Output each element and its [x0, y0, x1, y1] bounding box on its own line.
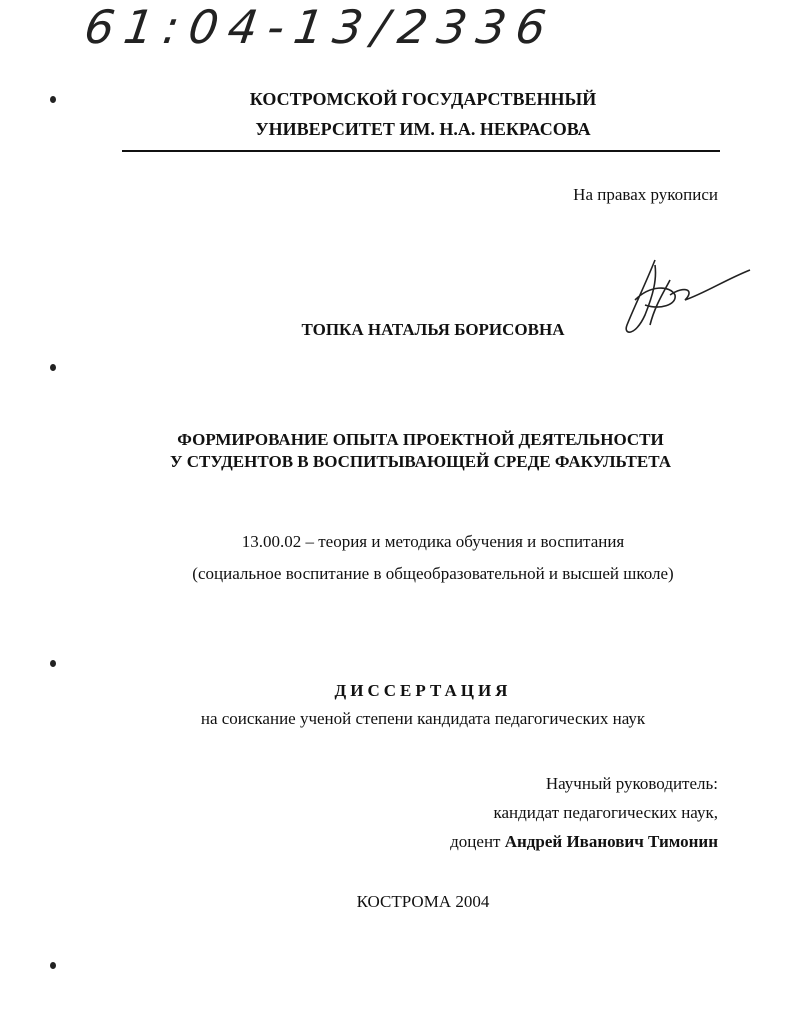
header-rule: [122, 150, 720, 152]
title-line-1: ФОРМИРОВАНИЕ ОПЫТА ПРОЕКТНОЙ ДЕЯТЕЛЬНОСТИ: [177, 430, 664, 449]
supervisor-line: [450, 832, 718, 852]
supervisor-name: Андрей Иванович Тимонин: [504, 832, 718, 851]
scan-mark: [50, 364, 56, 371]
institution-line-2: УНИВЕРСИТЕТ ИМ. Н.А. НЕКРАСОВА: [255, 119, 591, 139]
title-line-2: У СТУДЕНТОВ В ВОСПИТЫВАЮЩЕЙ СРЕДЕ ФАКУЛЬТЕТА: [170, 452, 671, 471]
document-type: ДИССЕРТАЦИЯ: [334, 681, 512, 700]
city-year: КОСТРОМА 2004: [356, 892, 490, 911]
specialty-line-1: 13.00.02 – теория и методика обучения и воспитания: [241, 532, 625, 551]
supervisor-degree: кандидат педагогических наук,: [493, 803, 718, 822]
scan-mark: [50, 962, 56, 969]
scan-mark: [50, 660, 56, 667]
manuscript-note: На правах рукописи: [573, 185, 718, 204]
specialty-line-2: (социальное воспитание в общеобразовательной и высшей школе): [192, 564, 674, 583]
degree-line: на соискание ученой степени кандидата педагогических наук: [200, 709, 646, 728]
handwritten-archive-code: 61:04-13/2336: [81, 0, 560, 54]
supervisor-rank: доцент: [450, 832, 501, 851]
institution-line-1: КОСТРОМСКОЙ ГОСУДАРСТВЕННЫЙ: [249, 89, 597, 109]
author-name: ТОПКА НАТАЛЬЯ БОРИСОВНА: [301, 320, 565, 339]
supervisor-label: Научный руководитель:: [545, 774, 718, 793]
